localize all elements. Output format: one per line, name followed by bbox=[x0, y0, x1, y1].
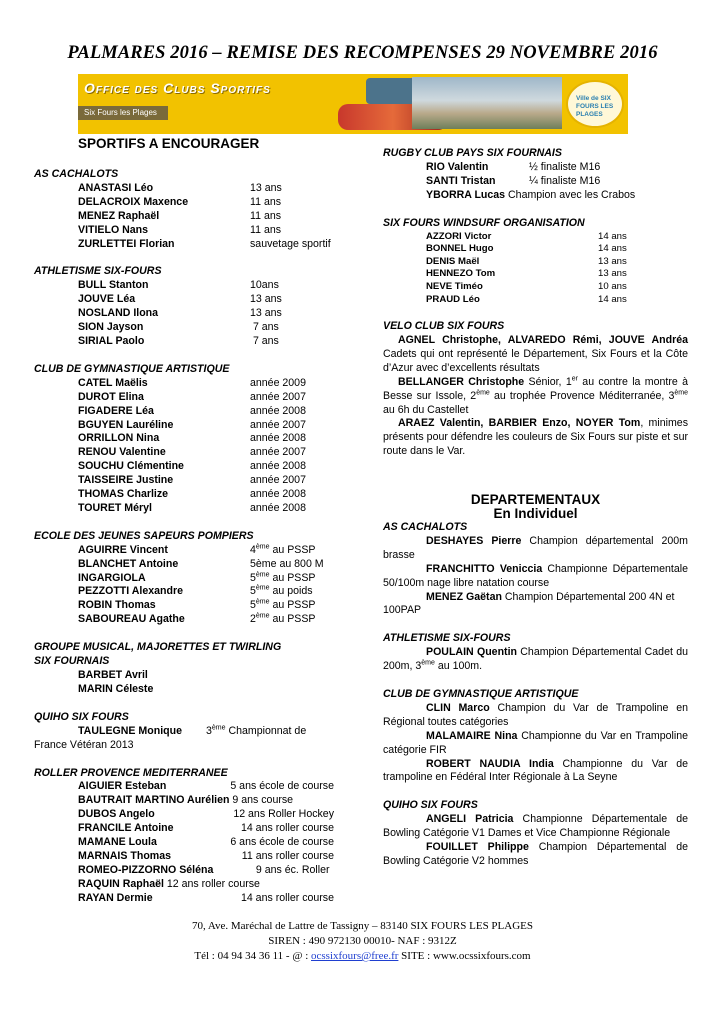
member-detail: année 2007 bbox=[250, 446, 306, 459]
paragraph: FOUILLET Philippe Champion Départemental de Bowling Catégorie V2 hommes bbox=[383, 841, 688, 867]
member-name: ANASTASI Léo bbox=[78, 181, 154, 194]
member-list bbox=[34, 182, 334, 252]
member-name: CATEL Maëlis bbox=[78, 376, 148, 389]
member-detail: ½ finaliste M16 bbox=[529, 160, 601, 173]
list-item bbox=[34, 293, 334, 307]
list-item bbox=[34, 836, 334, 850]
list-item bbox=[383, 243, 688, 256]
section-heading: SPORTIFS A ENCOURAGER bbox=[78, 136, 260, 151]
club-title: ATHLETISME SIX-FOURS bbox=[383, 632, 511, 645]
member-name: ROBIN Thomas bbox=[78, 599, 156, 612]
footer bbox=[0, 919, 725, 964]
member-detail: 9 ans course bbox=[229, 794, 294, 807]
member-detail: Champion avec les Crabos bbox=[505, 188, 636, 201]
list-item bbox=[34, 377, 334, 391]
landscape-photo bbox=[412, 77, 562, 129]
footer-siren: SIREN : 490 972130 00010- NAF : 9312Z bbox=[268, 935, 457, 947]
member-name: TOURET Méryl bbox=[78, 501, 152, 514]
member-detail: 11 ans bbox=[250, 223, 282, 236]
club-title: CLUB DE GYMNASTIQUE ARTISTIQUE bbox=[34, 362, 230, 375]
page-title: PALMARES 2016 – REMISE DES RECOMPENSES 29 NOVEMBRE 2016 bbox=[67, 43, 658, 63]
member-name: SION Jayson bbox=[78, 321, 144, 334]
member-name: BULL Stanton bbox=[78, 279, 149, 292]
list-item bbox=[34, 474, 334, 488]
member-name: TAULEGNE Monique bbox=[78, 724, 182, 737]
list-item bbox=[34, 419, 334, 433]
member-name: YBORRA Lucas bbox=[426, 188, 506, 201]
list-item bbox=[34, 878, 334, 892]
member-detail: 10ans bbox=[250, 279, 279, 292]
member-name: DUROT Elina bbox=[78, 390, 144, 403]
member-detail: 14 ans roller course bbox=[240, 822, 334, 835]
list-item bbox=[383, 231, 688, 244]
list-item bbox=[34, 335, 334, 349]
member-name: PRAUD Léo bbox=[426, 293, 480, 305]
member-detail: 13 ans bbox=[250, 307, 282, 320]
member-name: INGARGIOLA bbox=[78, 571, 146, 584]
member-name: PEZZOTTI Alexandre bbox=[78, 585, 183, 598]
member-name: ZURLETTEI Florian bbox=[78, 237, 175, 250]
member-detail: sauvetage sportif bbox=[250, 237, 331, 250]
club-title: AS CACHALOTS bbox=[383, 520, 468, 533]
member-detail: 5ème au PSSP bbox=[250, 571, 316, 584]
member-detail: année 2008 bbox=[250, 404, 306, 417]
member-name: SIRIAL Paolo bbox=[78, 334, 145, 347]
member-name: ORRILLON Nina bbox=[78, 432, 160, 445]
city-logo-text: Ville de SIX FOURS LES PLAGES bbox=[576, 95, 614, 118]
member-detail: 2ème au PSSP bbox=[250, 612, 316, 626]
member-detail: 7 ans bbox=[250, 334, 279, 347]
paragraph: ARAEZ Valentin, BARBIER Enzo, NOYER Tom, minimes présents pour défendre les couleurs de Six Fours sur piste et sur route dans le Var. bbox=[383, 417, 688, 458]
member-detail: 5 ans école de course bbox=[230, 780, 334, 793]
footer-address: 70, Ave. Maréchal de Lattre de Tassigny – 83140 SIX FOURS LES PLAGES bbox=[191, 920, 533, 932]
paragraph: FRANCHITTO Veniccia Championne Départementale 50/100m nage libre natation course bbox=[383, 562, 688, 589]
list-item bbox=[34, 892, 334, 906]
list-item bbox=[34, 321, 334, 335]
member-name: RENOU Valentine bbox=[78, 446, 166, 459]
member-name: ROMEO-PIZZORNO Séléna bbox=[78, 863, 214, 876]
list-item bbox=[34, 446, 334, 460]
member-detail: année 2008 bbox=[250, 501, 306, 514]
list-item bbox=[34, 279, 334, 293]
member-name: BAUTRAIT MARTINO Aurélien bbox=[78, 794, 230, 807]
list-item bbox=[34, 502, 334, 516]
list-item bbox=[34, 864, 334, 878]
list-item bbox=[34, 488, 334, 502]
list-item bbox=[34, 822, 334, 836]
club-title: CLUB DE GYMNASTIQUE ARTISTIQUE bbox=[383, 688, 579, 701]
member-name: THOMAS Charlize bbox=[78, 488, 169, 501]
member-name: BARBET Avril bbox=[78, 669, 148, 681]
paragraph: DESHAYES Pierre Champion départemental 200m brasse bbox=[383, 534, 689, 561]
member-list bbox=[34, 544, 334, 627]
member-name: AGUIRRE Vincent bbox=[78, 543, 168, 556]
member-name: BLANCHET Antoine bbox=[78, 557, 179, 570]
member-detail: 4ème au PSSP bbox=[250, 543, 316, 556]
list-item bbox=[34, 432, 334, 446]
member-detail: 14 ans bbox=[598, 243, 627, 255]
member-name: FIGADERE Léa bbox=[78, 404, 154, 417]
member-detail: 13 ans bbox=[598, 255, 627, 267]
list-item bbox=[34, 794, 334, 808]
member-name: FRANCILE Antoine bbox=[78, 822, 174, 835]
member-detail: année 2007 bbox=[250, 418, 306, 431]
member-name: TAISSEIRE Justine bbox=[78, 474, 174, 487]
footer-contact: Tél : 04 94 34 36 11 - @ : ocssixfours@free.fr SITE : www.ocssixfours.com bbox=[194, 950, 531, 962]
section-heading: DEPARTEMENTAUX bbox=[470, 492, 601, 508]
member-detail: 9 ans éc. Roller bbox=[250, 863, 330, 876]
list-item bbox=[34, 599, 334, 613]
list-item bbox=[34, 307, 334, 321]
member-list bbox=[34, 279, 334, 349]
member-list bbox=[34, 377, 334, 516]
member-name: BGUYEN Lauréline bbox=[78, 418, 174, 431]
member-detail: année 2008 bbox=[250, 432, 306, 445]
member-detail: 11 ans bbox=[250, 195, 282, 208]
list-item bbox=[383, 294, 688, 307]
member-detail: 5ème au PSSP bbox=[250, 598, 316, 612]
member-detail: 6 ans école de course bbox=[230, 836, 334, 849]
member-detail: 12 ans Roller Hockey bbox=[233, 808, 334, 821]
member-name: MAMANE Loula bbox=[78, 836, 157, 849]
member-name: MARIN Céleste bbox=[78, 682, 154, 695]
club-title: AS CACHALOTS bbox=[34, 168, 119, 180]
list-item bbox=[34, 196, 334, 210]
list-item bbox=[34, 405, 334, 419]
club-title: RUGBY CLUB PAYS SIX FOURNAIS bbox=[383, 147, 562, 159]
member-detail: 13 ans bbox=[250, 293, 282, 306]
list-item bbox=[34, 572, 334, 586]
list-item bbox=[383, 268, 688, 281]
member-detail: année 2007 bbox=[250, 474, 306, 487]
member-name: JOUVE Léa bbox=[78, 293, 136, 306]
member-detail: 10 ans bbox=[598, 280, 627, 292]
banner-subtitle: Six Fours les Plages bbox=[78, 106, 168, 120]
member-name: SABOUREAU Agathe bbox=[78, 613, 185, 626]
member-name: AIGUIER Esteban bbox=[78, 780, 167, 793]
club-title: ECOLE DES JEUNES SAPEURS POMPIERS bbox=[34, 529, 254, 542]
list-item bbox=[34, 613, 334, 627]
club-title: QUIHO SIX FOURS bbox=[34, 710, 129, 723]
member-name: RIO Valentin bbox=[426, 160, 489, 173]
member-list bbox=[383, 161, 688, 203]
paragraph: MALAMAIRE Nina Championne du Var en Trampoline catégorie FIR bbox=[383, 729, 688, 756]
club-title: SIX FOURNAIS bbox=[34, 655, 110, 668]
member-detail: France Vétéran 2013 bbox=[34, 738, 134, 751]
header-banner bbox=[78, 74, 628, 134]
member-name: RAQUIN Raphaël bbox=[78, 877, 164, 890]
club-title: VELO CLUB SIX FOURS bbox=[383, 320, 505, 333]
member-detail: 14 ans roller course bbox=[240, 891, 334, 904]
member-detail: année 2008 bbox=[250, 488, 306, 501]
member-detail: 5ème au poids bbox=[250, 584, 313, 598]
member-detail: 14 ans bbox=[598, 230, 627, 242]
member-detail: 5ème au 800 M bbox=[250, 557, 324, 570]
list-item bbox=[34, 460, 334, 474]
right-column bbox=[383, 147, 688, 869]
list-item bbox=[34, 224, 334, 238]
member-name: AZZORI Victor bbox=[426, 230, 492, 242]
member-list bbox=[383, 231, 688, 307]
paragraph: BELLANGER Christophe Sénior, 1er au contre la montre à Besse sur Issole, 2ème au trophée Provence Méditerranée, 3ème au 6h du Castellet bbox=[383, 375, 688, 416]
list-item bbox=[383, 256, 688, 269]
member-detail: 13 ans bbox=[598, 268, 627, 280]
member-name: SOUCHU Clémentine bbox=[78, 460, 184, 473]
list-item bbox=[34, 182, 334, 196]
list-item bbox=[383, 175, 688, 189]
list-item bbox=[383, 281, 688, 294]
member-name: DUBOS Angelo bbox=[78, 808, 155, 821]
member-name: MARNAIS Thomas bbox=[78, 849, 171, 862]
member-name: RAYAN Dermie bbox=[78, 891, 153, 904]
member-detail: année 2007 bbox=[250, 390, 306, 403]
list-item bbox=[34, 210, 334, 224]
paragraph: ANGELI Patricia Championne Départementale de Bowling Catégorie V1 Dames et Vice Championne Régionale bbox=[383, 813, 688, 840]
banner-logo: Office des Clubs Sportifs bbox=[84, 80, 271, 96]
member-name: DELACROIX Maxence bbox=[78, 195, 189, 208]
list-item bbox=[34, 238, 334, 252]
list-item bbox=[34, 558, 334, 572]
list-item bbox=[34, 808, 334, 822]
member-detail: 12 ans roller course bbox=[163, 877, 260, 890]
member-name: SANTI Tristan bbox=[426, 174, 496, 187]
club-title: QUIHO SIX FOURS bbox=[383, 799, 478, 812]
list-item bbox=[34, 725, 334, 739]
member-detail: 11 ans roller course bbox=[241, 849, 334, 862]
section-subheading: En Individuel bbox=[493, 506, 578, 522]
member-detail: 3ème Championnat de bbox=[206, 724, 307, 737]
member-name: BONNEL Hugo bbox=[426, 243, 494, 255]
list-item bbox=[34, 780, 334, 794]
member-detail: année 2009 bbox=[250, 376, 306, 389]
email-link[interactable]: ocssixfours@free.fr bbox=[311, 950, 399, 962]
member-detail: 7 ans bbox=[250, 321, 279, 334]
paragraph: MENEZ Gaëtan Champion Départemental 200 4N et 100PAP bbox=[383, 590, 675, 617]
paragraph: CLIN Marco Champion du Var de Trampoline en Régional toutes catégories bbox=[383, 701, 688, 728]
member-detail: ¼ finaliste M16 bbox=[529, 174, 601, 187]
member-detail: 14 ans bbox=[598, 293, 627, 305]
list-item bbox=[34, 585, 334, 599]
member-name: VITIELO Nans bbox=[78, 223, 149, 236]
member-name: NEVE Timéo bbox=[426, 280, 483, 292]
club-title: ATHLETISME SIX-FOURS bbox=[34, 265, 162, 278]
club-title: GROUPE MUSICAL, MAJORETTES ET TWIRLING bbox=[34, 641, 282, 654]
city-logo bbox=[566, 80, 624, 128]
paragraph: AGNEL Christophe, ALVAREDO Rémi, JOUVE Andréa Cadets qui ont représenté le Département, Six Fours et la Côte d’Azur avec d’excellents résultats bbox=[383, 334, 688, 374]
member-detail: 11 ans bbox=[250, 209, 282, 222]
member-detail: 13 ans bbox=[250, 181, 282, 194]
member-name: DENIS Maël bbox=[426, 255, 480, 267]
paragraph: ROBERT NAUDIA India Championne du Var de trampoline en Fédéral Inter Régionale à La Seyne bbox=[383, 757, 688, 784]
member-name: MENEZ Raphaël bbox=[78, 209, 160, 222]
club-title: ROLLER PROVENCE MEDITERRANEE bbox=[34, 766, 228, 779]
left-column bbox=[34, 136, 334, 906]
list-item bbox=[34, 850, 334, 864]
club-title: SIX FOURS WINDSURF ORGANISATION bbox=[383, 216, 585, 229]
member-list bbox=[34, 780, 334, 905]
list-item bbox=[34, 391, 334, 405]
list-item bbox=[34, 544, 334, 558]
member-detail: année 2008 bbox=[250, 460, 306, 473]
member-name: NOSLAND Ilona bbox=[78, 307, 159, 320]
member-name: HENNEZO Tom bbox=[426, 268, 496, 280]
list-item bbox=[383, 161, 688, 175]
paragraph: POULAIN Quentin Champion Départemental Cadet du 200m, 3ème au 100m. bbox=[383, 646, 688, 673]
list-item bbox=[383, 189, 688, 203]
